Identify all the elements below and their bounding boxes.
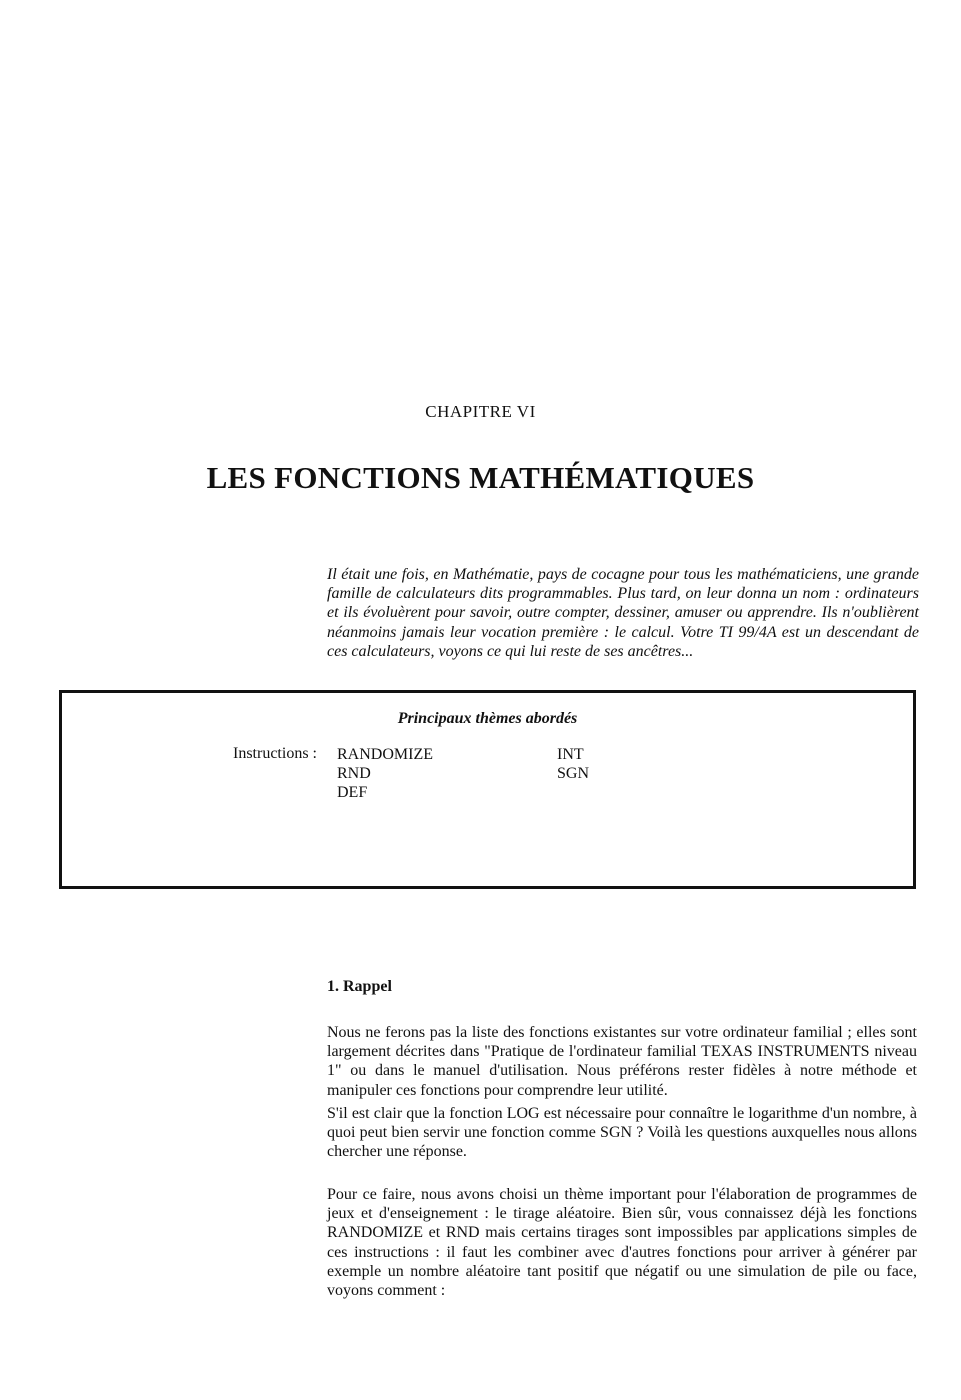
section-heading: 1. Rappel: [327, 978, 392, 995]
instruction-item: INT: [557, 746, 584, 763]
body-paragraph: Pour ce faire, nous avons choisi un thème important pour l'élaboration de programmes de jeux et d'enseignement : le tirage aléatoire. Bien sûr, vous connaissez déjà les fonctions RANDOMIZE et RND mais certains tirages sont impossibles par applications simples de ces instructions : il faut les combiner avec d'autres fonctions pour arriver à générer par exemple un nombre aléatoire tant positif que négatif ou une simulation de pile ou face, voyons comment :: [327, 1186, 917, 1300]
instruction-item: RND: [337, 765, 371, 782]
body-paragraph: S'il est clair que la fonction LOG est nécessaire pour connaître le logarithme d'un nombre, à quoi peut bien servir une fonction comme SGN ? Voilà les questions auxquelles nous allons chercher une réponse.: [327, 1105, 917, 1161]
instruction-item: SGN: [557, 765, 590, 782]
instruction-item: DEF: [337, 784, 368, 801]
themes-box: [59, 690, 916, 889]
chapter-title: LES FONCTIONS MATHÉMATIQUES: [206, 460, 755, 495]
instructions-column-2: [557, 745, 589, 783]
instructions-label: Instructions :: [233, 745, 317, 762]
instructions-column-1: [337, 745, 433, 802]
themes-title: Principaux thèmes abordés: [397, 710, 578, 727]
chapter-label: CHAPITRE VI: [425, 402, 536, 421]
intro-paragraph: Il était une fois, en Mathématie, pays de cocagne pour tous les mathématiciens, une grande famille de calculateurs dits programmables. Plus tard, on leur donna un nom : ordinateurs et ils évoluèrent pour savoir, outre compter, dessiner, amuser ou apprendre. Ils n'oublièrent néanmoins jamais leur vocation première : le calcul. Votre TI 99/4A est un descendant de ces calculateurs, voyons ce qui lui reste de ses ancêtres...: [327, 566, 919, 660]
body-paragraph: Nous ne ferons pas la liste des fonctions existantes sur votre ordinateur familial ; elles sont largement décrites dans "Pratique de l'ordinateur familial TEXAS INSTRUMENTS niveau 1" ou dans le manuel d'utilisation. Nous préférons rester fidèles à notre méthode et manipuler ces fonctions pour comprendre leur utilité.: [327, 1024, 917, 1099]
instruction-item: RANDOMIZE: [337, 746, 433, 763]
